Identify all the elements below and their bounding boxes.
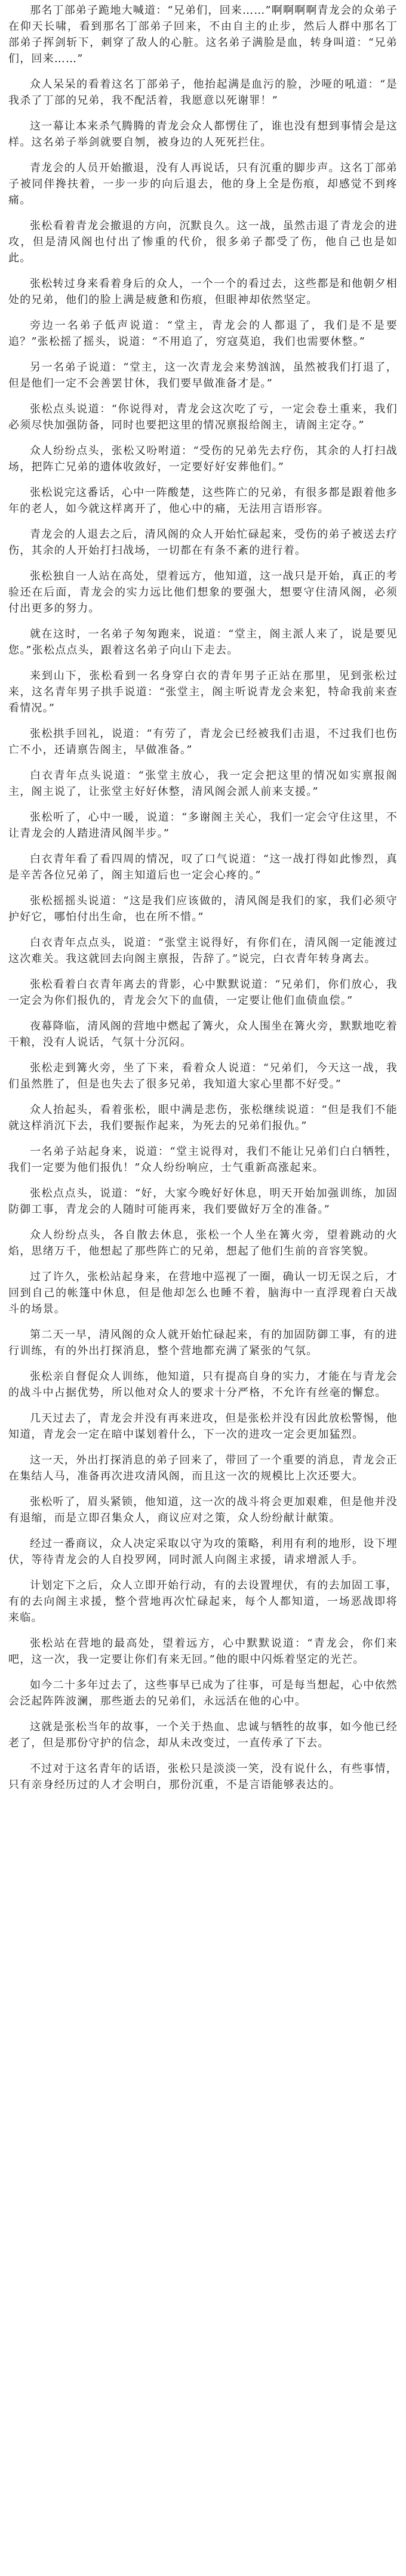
- article-paragraph: 张松站在营地的最高处，望着远方，心中默默说道：“青龙会，你们来吧，这一次，我一定要让你们有来无回。”他的眼中闪烁着坚定的光芒。: [8, 1637, 398, 1666]
- article-paragraph: 众人纷纷点头，各自散去休息，张松一个人坐在篝火旁，望着跳动的火焰，思绪万千，他想起了那些阵亡的兄弟，想起了他们生前的音容笑貌。: [8, 1229, 398, 1258]
- article-paragraph: 一名弟子站起身来，说道：“堂主说得对，我们不能让兄弟们白白牺牲，我们一定要为他们报仇！”众人纷纷响应，士气重新高涨起来。: [8, 1145, 398, 1174]
- article-paragraph: 夜幕降临，清风阁的营地中燃起了篝火，众人围坐在篝火旁，默默地吃着干粮，没有人说话，气氛十分沉闷。: [8, 1020, 398, 1049]
- article-paragraph: 这一天，外出打探消息的弟子回来了，带回了一个重要的消息，青龙会正在集结人马，准备再次进攻清风阁，而且这一次的规模比上次还要大。: [8, 1454, 398, 1483]
- article-paragraph: 张松摇摇头说道：“这是我们应该做的，清风阁是我们的家，我们必须守护好它，哪怕付出生命，也在所不惜。”: [8, 895, 398, 923]
- article-paragraph: 白衣青年看了看四周的情况，叹了口气说道：“这一战打得如此惨烈，真是辛苦各位兄弟了，阁主知道后也一定会心疼的。”: [8, 853, 398, 882]
- article-paragraph: 众人抬起头，看着张松，眼中满是悲伤，张松继续说道：“但是我们不能就这样消沉下去，我们要振作起来，为死去的兄弟们报仇。”: [8, 1104, 398, 1132]
- article-paragraph: 这就是张松当年的故事，一个关于热血、忠诚与牺牲的故事，如今他已经老了，但是那份守护的信念，却从未改变过，一直传承了下去。: [8, 1721, 398, 1749]
- article-paragraph: 第二天一早，清风阁的众人就开始忙碌起来，有的加固防御工事，有的进行训练，有的外出打探消息，整个营地都充满了紧张的气氛。: [8, 1329, 398, 1357]
- article-paragraph: 张松看着青龙会撤退的方向，沉默良久。这一战，虽然击退了青龙会的进攻，但是清风阁也付出了惨重的代价，很多弟子都受了伤，他自己也是如此。: [8, 220, 398, 264]
- article-paragraph: 青龙会的人员开始撤退，没有人再说话，只有沉重的脚步声。这名丁部弟子被同伴搀扶着，一步一步的向后退去，他的身上全是伤痕，却感觉不到疼痛。: [8, 162, 398, 207]
- article-paragraph: 白衣青年点头说道：“张堂主放心，我一定会把这里的情况如实禀报阁主，阁主说了，让张堂主好好休整，清风阁会派人前来支援。”: [8, 769, 398, 798]
- article-paragraph: 张松听了，眉头紧锁，他知道，这一次的战斗将会更加艰难，但是他并没有退缩，而是立即召集众人，商议应对之策，众人纷纷献计献策。: [8, 1496, 398, 1524]
- article-paragraph: 另一名弟子说道：“堂主，这一次青龙会来势汹汹，虽然被我们打退了，但是他们一定不会善罢甘休，我们要早做准备才是。”: [8, 361, 398, 390]
- article-paragraph: 张松转过身来看着身后的众人，一个一个的看过去，这些都是和他朝夕相处的兄弟，他们的脸上满是疲惫和伤痕，但眼神却依然坚定。: [8, 278, 398, 306]
- article-paragraph: 张松看着白衣青年离去的背影，心中默默说道：“兄弟们，你们放心，我一定会为你们报仇的，青龙会欠下的血债，一定要让他们血债血偿。”: [8, 978, 398, 1007]
- article-paragraph: 不过对于这名青年的话语，张松只是淡淡一笑，没有说什么，有些事情，只有亲身经历过的人才会明白，那份沉重，不是言语能够表达的。: [8, 1762, 398, 1791]
- article-paragraph: 张松说完这番话，心中一阵酸楚，这些阵亡的兄弟，有很多都是跟着他多年的老人，如今就这样离开了，他心中的痛，无法用言语形容。: [8, 486, 398, 515]
- article-paragraph: 这一幕让本来杀气腾腾的青龙会众人都愣住了，谁也没有想到事情会是这样。这名弟子举剑就要自刎，被身边的人死死拦住。: [8, 120, 398, 149]
- article-paragraph: 来到山下，张松看到一名身穿白衣的青年男子正站在那里，见到张松过来，这名青年男子拱手说道：“张堂主，阁主听说青龙会来犯，特命我前来查看情况。”: [8, 670, 398, 714]
- article-paragraph: 白衣青年点点头，说道：“张堂主说得好，有你们在，清风阁一定能渡过这次难关。我这就回去向阁主禀报，告辞了。”说完，白衣青年转身离去。: [8, 936, 398, 965]
- article-paragraph: 那名丁部弟子跪地大喊道：“兄弟们，回来……”啊啊啊啊青龙会的众弟子在仰天长啸，看到那名丁部弟子回来，不由自主的止步，然后人群中那名丁部弟子挥剑斩下，刺穿了敌人的心脏。这名弟子满脸是血，转身叫道：“兄弟们，回来……”: [8, 4, 398, 65]
- article-paragraph: 经过一番商议，众人决定采取以守为攻的策略，利用有利的地形，设下埋伏，等待青龙会的人自投罗网，同时派人向阁主求援，请求增派人手。: [8, 1537, 398, 1566]
- article-paragraph: 张松点头说道：“你说得对，青龙会这次吃了亏，一定会卷土重来，我们必须尽快加强防备，同时也要把这里的情况禀报给阁主，请阁主定夺。”: [8, 403, 398, 432]
- article-paragraph: 几天过去了，青龙会并没有再来进攻，但是张松并没有因此放松警惕，他知道，青龙会一定在暗中谋划着什么，下一次的进攻一定会更加猛烈。: [8, 1412, 398, 1441]
- article-paragraph: 众人呆呆的看着这名丁部弟子，他抬起满是血污的脸，沙哑的吼道：“是我杀了丁部的兄弟，我不配活着，我愿意以死谢罪！”: [8, 78, 398, 107]
- article-paragraph: 张松走到篝火旁，坐了下来，看着众人说道：“兄弟们，今天这一战，我们虽然胜了，但是也失去了很多兄弟，我知道大家心里都不好受。”: [8, 1062, 398, 1090]
- article-paragraph: 计划定下之后，众人立即开始行动，有的去设置埋伏，有的去加固工事，有的去向阁主求援，整个营地再次忙碌起来，每个人都知道，一场恶战即将来临。: [8, 1579, 398, 1624]
- article-paragraph: 张松拱手回礼，说道：“有劳了，青龙会已经被我们击退，不过我们也伤亡不小，还请禀告阁主，早做准备。”: [8, 728, 398, 756]
- article-paragraph: 张松亲自督促众人训练，他知道，只有提高自身的实力，才能在与青龙会的战斗中占据优势，所以他对众人的要求十分严格，不允许有丝毫的懈怠。: [8, 1370, 398, 1399]
- article-paragraph: 张松独自一人站在高处，望着远方，他知道，这一战只是开始，真正的考验还在后面，青龙会的实力远比他们想象的要强大，想要守住清风阁，必须付出更多的努力。: [8, 570, 398, 615]
- article-paragraph: 张松点点头，说道：“好，大家今晚好好休息，明天开始加强训练，加固防御工事，青龙会的人随时可能再来，我们要做好万全的准备。”: [8, 1187, 398, 1216]
- article-paragraph: 青龙会的人退去之后，清风阁的众人开始忙碌起来，受伤的弟子被送去疗伤，其余的人开始打扫战场，一切都在有条不紊的进行着。: [8, 528, 398, 557]
- article-paragraph: 张松听了，心中一暖，说道：“多谢阁主关心，我们一定会守住这里，不让青龙会的人踏进清风阁半步。”: [8, 811, 398, 840]
- article-paragraph: 如今二十多年过去了，这些事早已成为了往事，可是每当想起，心中依然会泛起阵阵波澜，那些逝去的兄弟们，永远活在他的心中。: [8, 1679, 398, 1708]
- article-paragraph: 过了许久，张松站起身来，在营地中巡视了一圈，确认一切无误之后，才回到自己的帐篷中休息，但是他却怎么也睡不着，脑海中一直浮现着白天战斗的场景。: [8, 1271, 398, 1315]
- article-body: [8, 2, 398, 1793]
- article-paragraph: 众人纷纷点头，张松又吩咐道：“受伤的兄弟先去疗伤，其余的人打扫战场，把阵亡兄弟的遗体收敛好，一定要好好安葬他们。”: [8, 445, 398, 473]
- article-paragraph: 旁边一名弟子低声说道：“堂主，青龙会的人都退了，我们是不是要追？”张松摇了摇头，说道：“不用追了，穷寇莫追，我们也需要休整。”: [8, 319, 398, 348]
- article-paragraph: 就在这时，一名弟子匆匆跑来，说道：“堂主，阁主派人来了，说是要见您。”张松点点头，跟着这名弟子向山下走去。: [8, 628, 398, 657]
